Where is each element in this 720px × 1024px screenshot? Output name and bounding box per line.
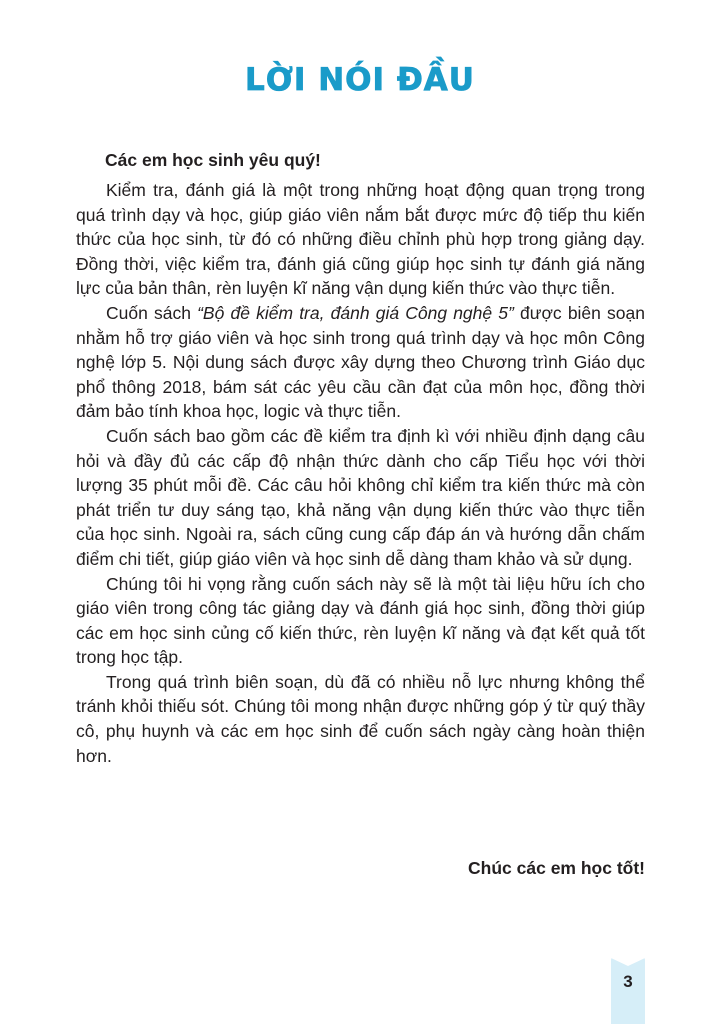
paragraph-4: Chúng tôi hi vọng rằng cuốn sách này sẽ là một tài liệu hữu ích cho giáo viên trong công tác giảng dạy và đánh giá học sinh, đồng thời giúp các em học sinh củng cố kiến thức, rèn luyện kĩ năng và đạt kết quả tốt trong học tập. <box>76 573 645 668</box>
greeting-line: Các em học sinh yêu quý! <box>105 150 321 170</box>
body-text <box>76 178 645 768</box>
page-number: 3 <box>623 972 633 991</box>
closing-line: Chúc các em học tốt! <box>468 858 645 878</box>
paragraph-5: Trong quá trình biên soạn, dù đã có nhiều nỗ lực nhưng không thể tránh khỏi thiếu sót. Chúng tôi mong nhận được những góp ý từ quý thầy cô, phụ huynh và các em học sinh để cuốn sách ngày càng hoàn thiện hơn. <box>76 671 645 766</box>
paragraph-3: Cuốn sách bao gồm các đề kiểm tra định kì với nhiều định dạng câu hỏi và đầy đủ các cấp độ nhận thức dành cho cấp Tiểu học với thời lượng 35 phút mỗi đề. Các câu hỏi không chỉ kiểm tra kiến thức mà còn phát triển tư duy sáng tạo, khả năng vận dụng kiến thức vào thực tiễn của học sinh. Ngoài ra, sách cũng cung cấp đáp án và hướng dẫn chấm điểm chi tiết, giúp giáo viên và học sinh dễ dàng tham khảo và sử dụng. <box>76 425 645 569</box>
page-title: LỜI NÓI ĐẦU <box>245 62 475 98</box>
paragraph-1: Kiểm tra, đánh giá là một trong những hoạt động quan trọng trong quá trình dạy và học, giúp giáo viên nắm bắt được mức độ tiếp thu kiến thức của học sinh, từ đó có những điều chỉnh phù hợp trong giảng dạy. Đồng thời, việc kiểm tra, đánh giá cũng giúp học sinh tự đánh giá năng lực của bản thân, rèn luyện kĩ năng vận dụng kiến thức vào thực tiễn. <box>76 180 645 299</box>
book-title-italic: “Bộ đề kiểm tra, đánh giá Công nghệ 5” <box>197 302 514 323</box>
paragraph-2 <box>76 301 645 424</box>
paragraph-2-lead: Cuốn sách <box>106 302 198 323</box>
paragraph-2-rest: được biên soạn nhằm hỗ trợ giáo viên và học sinh trong quá trình dạy và học môn Công nghệ lớp 5. Nội dung sách được xây dựng theo Chương trình Giáo dục phổ thông 2018, bám sát các yêu cầu cần đạt của môn học, đồng thời đảm bảo tính khoa học, logic và thực tiễn. <box>76 302 645 422</box>
